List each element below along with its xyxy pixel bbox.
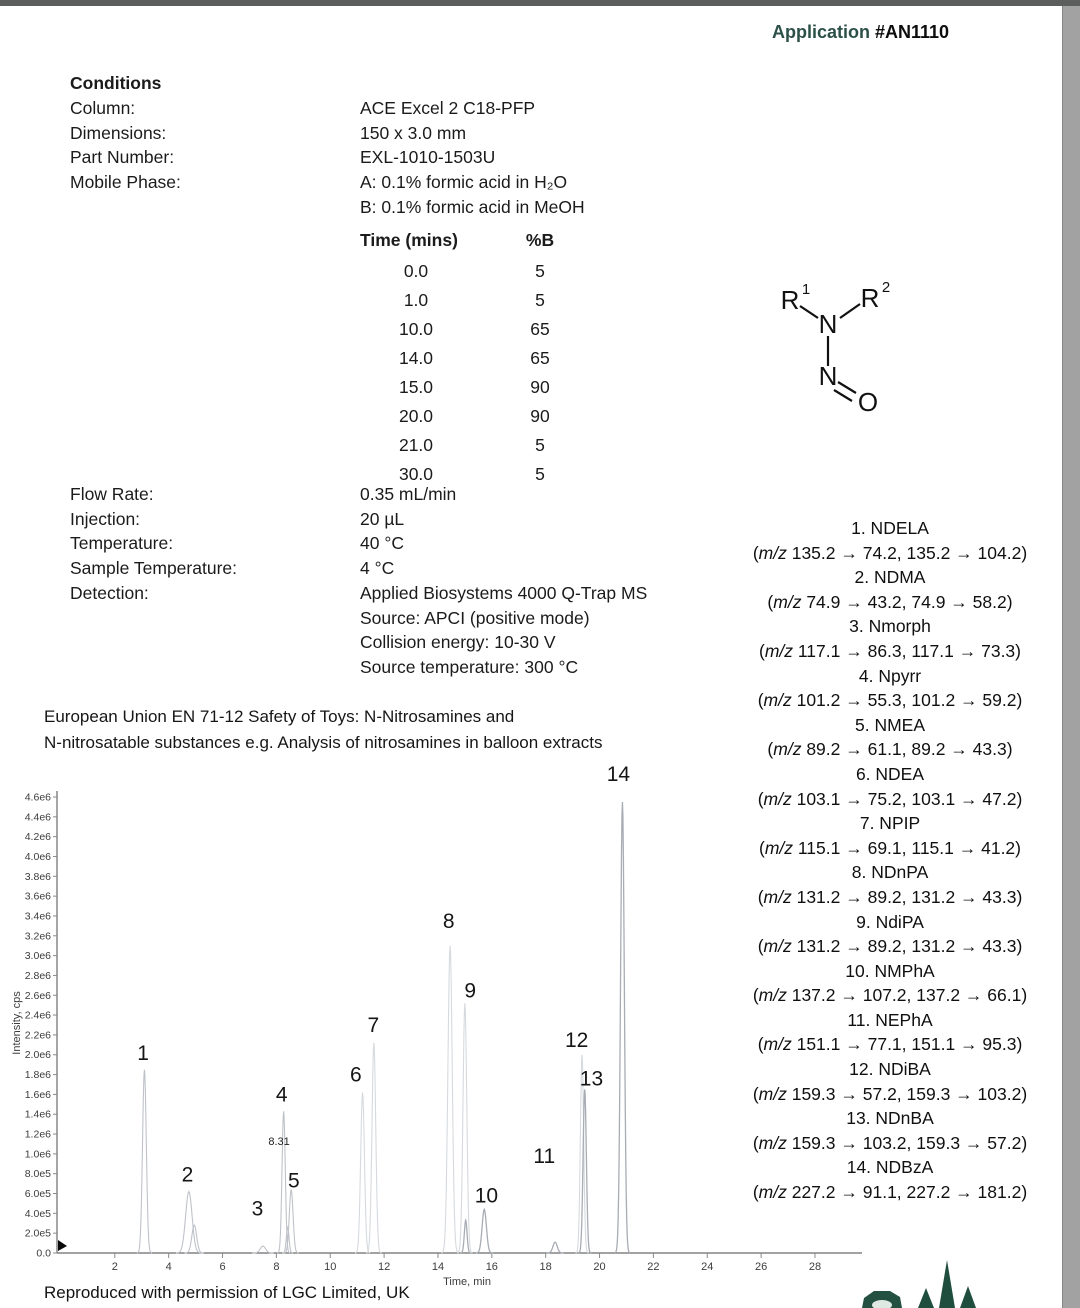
- gradient-row: [360, 315, 592, 344]
- condition-row: [70, 482, 647, 507]
- x-tick-label: 22: [647, 1261, 660, 1273]
- gradient-percent-b-cell: 90: [530, 406, 550, 426]
- gradient-row: [360, 344, 592, 373]
- y-tick-label: 2.0e6: [24, 1049, 51, 1062]
- compound-name: 14. NDBzA: [846, 1157, 934, 1178]
- logo-peak-tall: [939, 1260, 955, 1308]
- compound-name: 2. NDMA: [854, 567, 926, 588]
- y-tick-label: 4.0e6: [24, 850, 51, 863]
- condition-label: Sample Temperature:: [70, 558, 237, 579]
- condition-label: Temperature:: [70, 533, 174, 554]
- gradient-percent-b-cell: 5: [535, 290, 545, 310]
- peak-number-label: 4: [275, 1083, 288, 1107]
- chromatogram-peak-trace: [137, 1070, 152, 1253]
- mz-label: m/z: [773, 591, 802, 612]
- y-tick-label: 2.4e6: [24, 1009, 51, 1022]
- condition-row: [70, 556, 647, 581]
- peak-number-label: 6: [349, 1063, 362, 1087]
- y-tick-label: 3.4e6: [24, 910, 51, 923]
- gradient-time-cell: 14.0: [398, 348, 434, 368]
- r1-superscript: 1: [801, 281, 811, 298]
- compound-name: 6. NDEA: [855, 763, 925, 784]
- page-top-edge: [0, 0, 1080, 6]
- compound-name: 8. NDnPA: [851, 862, 929, 883]
- gradient-row: [360, 373, 592, 402]
- x-tick-label: 12: [377, 1261, 391, 1273]
- gradient-time-cell: 15.0: [398, 377, 434, 397]
- condition-values: [360, 581, 647, 680]
- page-right-edge: [1062, 6, 1080, 1308]
- condition-values: [360, 145, 495, 170]
- y-axis-title: Intensity, cps: [11, 991, 23, 1055]
- x-tick-label: 28: [808, 1261, 822, 1273]
- compound-transitions: (m/z 159.3 → 103.2, 159.3 → 57.2): [752, 1132, 1028, 1153]
- gradient-percent-b-cell: 5: [535, 261, 545, 281]
- x-tick-label: 14: [431, 1261, 445, 1273]
- chromatogram-peak-trace: [441, 946, 458, 1253]
- gradient-time-cell: 20.0: [398, 406, 434, 426]
- nitrosamine-structure-diagram: [748, 270, 918, 430]
- x-tick-label: 18: [539, 1261, 552, 1273]
- mz-label: m/z: [763, 690, 792, 711]
- y-tick-label: 1.4e6: [24, 1108, 51, 1121]
- gradient-time-cell: 30.0: [398, 464, 434, 484]
- compound-transitions: (m/z 115.1 → 69.1, 115.1 → 41.2): [758, 837, 1021, 858]
- r2-label: R: [860, 283, 880, 313]
- gradient-time-cell: 0.0: [403, 261, 429, 281]
- condition-label: Detection:: [70, 582, 149, 603]
- gradient-time-header: Time (mins): [360, 230, 458, 250]
- peak-number-label: 9: [464, 979, 477, 1003]
- chromatogram-peak-trace: [615, 802, 630, 1253]
- compound-name: 11. NEPhA: [847, 1009, 933, 1030]
- x-tick-label: 20: [593, 1261, 606, 1273]
- condition-value: 0.35 mL/min: [360, 484, 457, 504]
- condition-values: [360, 170, 585, 219]
- condition-value: A: 0.1% formic acid in H₂O: [360, 172, 568, 193]
- condition-label: Flow Rate:: [70, 484, 154, 504]
- mz-label: m/z: [758, 1132, 787, 1153]
- compound-transitions: (m/z 151.1 → 77.1, 151.1 → 95.3): [757, 1034, 1023, 1055]
- compound-transitions: (m/z 137.2 → 107.2, 137.2 → 66.1): [752, 985, 1028, 1006]
- y-tick-label: 0.0: [36, 1247, 51, 1260]
- condition-value: Source temperature: 300 °C: [360, 656, 579, 677]
- x-tick-label: 6: [219, 1261, 226, 1273]
- y-tick-label: 2.0e5: [24, 1227, 51, 1240]
- y-tick-label: 4.0e5: [24, 1207, 51, 1220]
- x-axis-title: Time, min: [443, 1276, 491, 1288]
- peak-number-label: 1: [137, 1041, 149, 1065]
- gradient-table: [360, 227, 592, 489]
- chromatogram-peak-trace: [366, 1043, 381, 1253]
- mz-label: m/z: [758, 542, 787, 563]
- gradient-row: [360, 431, 592, 460]
- oxygen-label: O: [857, 387, 879, 417]
- mz-label: m/z: [763, 1034, 792, 1055]
- condition-values: [360, 556, 394, 581]
- condition-values: [360, 507, 404, 532]
- lgc-logo: [850, 1248, 1062, 1308]
- compound-name: 5. NMEA: [854, 714, 926, 735]
- compound-transitions: (m/z 227.2 → 91.1, 227.2 → 181.2): [752, 1182, 1028, 1203]
- compound-name: 12. NDiBA: [849, 1059, 931, 1080]
- condition-row: [70, 507, 647, 532]
- y-tick-label: 3.6e6: [24, 890, 51, 903]
- peak-number-label: 5: [288, 1169, 300, 1193]
- gradient-time-cell: 21.0: [398, 435, 434, 455]
- description-line-2: N-nitrosatable substances e.g. Analysis of nitrosamines in balloon extracts: [44, 732, 603, 752]
- logo-peak-small-left: [918, 1288, 934, 1308]
- condition-value: 40 °C: [360, 533, 404, 554]
- compound-name: 13. NDnBA: [846, 1108, 934, 1129]
- conditions-rows: [70, 96, 585, 220]
- origin-cursor-icon: [58, 1240, 67, 1251]
- compound-transitions: (m/z 117.1 → 86.3, 117.1 → 73.3): [758, 640, 1021, 661]
- gradient-time-cell: 1.0: [403, 290, 429, 310]
- logo-peak-small-right: [960, 1286, 976, 1308]
- condition-value: Applied Biosystems 4000 Q-Trap MS: [360, 582, 648, 603]
- gradient-row: [360, 402, 592, 431]
- mz-label: m/z: [763, 936, 792, 957]
- conditions-section: [70, 70, 585, 220]
- condition-row: [70, 96, 585, 121]
- condition-row: [70, 531, 647, 556]
- mz-label: m/z: [758, 985, 787, 1006]
- y-tick-label: 8.0e5: [24, 1168, 51, 1181]
- compound-transitions: (m/z 89.2 → 61.1, 89.2 → 43.3): [767, 739, 1013, 760]
- application-label: Application: [772, 22, 875, 42]
- condition-value: 4 °C: [360, 558, 395, 579]
- condition-value: EXL-1010-1503U: [360, 147, 496, 168]
- gradient-percent-b-header: %B: [525, 230, 555, 250]
- condition-label: Mobile Phase:: [70, 172, 181, 193]
- compound-name: 3. Nmorph: [849, 616, 931, 637]
- condition-row: [70, 145, 585, 170]
- gradient-percent-b-cell: 5: [535, 464, 545, 484]
- peak-number-label: 8: [442, 909, 455, 933]
- application-number: #AN1110: [875, 22, 950, 42]
- condition-value: ACE Excel 2 C18-PFP: [360, 98, 536, 118]
- peak-number-label: 3: [251, 1197, 264, 1221]
- gradient-time-cell: 10.0: [398, 319, 434, 339]
- application-header: [772, 22, 949, 43]
- compound-transitions: (m/z 131.2 → 89.2, 131.2 → 43.3): [757, 936, 1023, 957]
- condition-value: Source: APCI (positive mode): [360, 607, 590, 628]
- chromatogram-peak-trace: [355, 1092, 370, 1253]
- compound-transitions: (m/z 135.2 → 74.2, 135.2 → 104.2): [752, 542, 1028, 563]
- condition-values: [360, 482, 456, 507]
- y-tick-label: 2.8e6: [24, 969, 51, 982]
- conditions-title: Conditions: [70, 73, 162, 93]
- x-tick-label: 10: [324, 1261, 337, 1273]
- peak-number-label: 10: [474, 1184, 499, 1208]
- gradient-row: [360, 257, 592, 286]
- y-tick-label: 1.0e6: [24, 1148, 51, 1161]
- condition-label: Part Number:: [70, 147, 175, 168]
- y-tick-label: 1.2e6: [24, 1128, 51, 1141]
- peak-number-label: 2: [181, 1163, 194, 1187]
- y-tick-label: 2.6e6: [24, 989, 51, 1002]
- condition-value: 20 µL: [360, 508, 405, 529]
- condition-row: [70, 170, 585, 219]
- condition-value: 150 x 3.0 mm: [360, 122, 467, 143]
- gradient-percent-b-cell: 65: [530, 348, 550, 368]
- gradient-row: [360, 286, 592, 315]
- compound-transitions: (m/z 103.1 → 75.2, 103.1 → 47.2): [757, 788, 1023, 809]
- chromatogram-peak-trace: [457, 1003, 472, 1253]
- retention-time-annotation: 8.31: [268, 1135, 290, 1148]
- r2-superscript: 2: [881, 279, 891, 296]
- description-line-1: European Union EN 71-12 Safety of Toys: N-Nitrosamines and: [44, 707, 515, 726]
- mz-label: m/z: [764, 837, 794, 858]
- mz-label: m/z: [758, 1083, 787, 1104]
- chromatogram-peak-trace: [252, 1246, 274, 1253]
- nitroso-nitrogen-label: N: [818, 361, 838, 391]
- gradient-header-row: [360, 227, 592, 254]
- condition-label: Injection:: [70, 508, 141, 529]
- condition-values: [360, 121, 466, 146]
- gradient-percent-b-cell: 65: [530, 319, 550, 339]
- mz-label: m/z: [773, 739, 802, 760]
- compound-transitions: (m/z 131.2 → 89.2, 131.2 → 43.3): [757, 886, 1023, 907]
- x-tick-label: 26: [754, 1261, 768, 1273]
- y-tick-label: 6.0e5: [24, 1188, 51, 1201]
- condition-label: Dimensions:: [70, 122, 167, 143]
- amine-nitrogen-label: N: [818, 309, 838, 339]
- condition-row: [70, 581, 647, 680]
- y-tick-label: 4.6e6: [24, 791, 51, 804]
- peak-number-label: 11: [533, 1144, 556, 1168]
- chromatogram-plot: [0, 755, 880, 1295]
- compound-name: 9. NdiPA: [856, 911, 924, 932]
- x-tick-label: 8: [273, 1261, 280, 1273]
- mz-label: m/z: [763, 886, 792, 907]
- y-tick-label: 3.2e6: [24, 930, 51, 943]
- y-tick-label: 1.6e6: [24, 1088, 51, 1101]
- x-tick-label: 24: [701, 1261, 714, 1273]
- compound-name: 10. NMPhA: [845, 960, 935, 981]
- r1-label: R: [780, 285, 800, 315]
- chromatogram-peak-trace: [476, 1209, 493, 1253]
- mz-label: m/z: [758, 1182, 787, 1203]
- peak-number-label: 7: [367, 1014, 380, 1037]
- condition-row: [70, 121, 585, 146]
- y-tick-label: 1.8e6: [24, 1069, 51, 1082]
- condition-label: Column:: [70, 98, 136, 118]
- compound-name: 4. Npyrr: [858, 665, 922, 686]
- compound-transitions: (m/z 74.9 → 43.2, 74.9 → 58.2): [767, 591, 1013, 612]
- permission-credit: Reproduced with permission of LGC Limited, UK: [44, 1283, 410, 1302]
- condition-values: [360, 96, 535, 121]
- y-tick-label: 3.0e6: [24, 950, 51, 963]
- mz-label: m/z: [764, 640, 794, 661]
- y-tick-label: 3.8e6: [24, 870, 51, 883]
- gradient-percent-b-cell: 90: [530, 377, 550, 397]
- gradient-percent-b-cell: 5: [535, 435, 545, 455]
- application-description: [44, 704, 602, 755]
- y-tick-label: 2.2e6: [24, 1029, 51, 1042]
- condition-value: B: 0.1% formic acid in MeOH: [360, 196, 585, 217]
- peak-number-label: 13: [579, 1067, 604, 1091]
- x-tick-label: 16: [485, 1261, 498, 1273]
- x-tick-label: 4: [165, 1261, 172, 1273]
- condition-value: Collision energy: 10-30 V: [360, 632, 556, 653]
- mz-label: m/z: [763, 788, 792, 809]
- method-parameters: [70, 482, 647, 680]
- peak-number-label: 14: [606, 763, 631, 787]
- y-tick-label: 4.2e6: [24, 831, 51, 844]
- peak-number-label: 12: [564, 1028, 589, 1052]
- compound-name: 1. NDELA: [851, 518, 929, 538]
- compound-transitions: (m/z 101.2 → 55.3, 101.2 → 59.2): [757, 690, 1023, 711]
- condition-values: [360, 531, 404, 556]
- y-tick-label: 4.4e6: [24, 811, 51, 824]
- x-tick-label: 2: [111, 1261, 118, 1273]
- compound-name: 7. NPIP: [859, 813, 921, 834]
- chromatogram-peak-trace: [546, 1242, 563, 1253]
- compound-transitions: (m/z 159.3 → 57.2, 159.3 → 103.2): [752, 1083, 1028, 1104]
